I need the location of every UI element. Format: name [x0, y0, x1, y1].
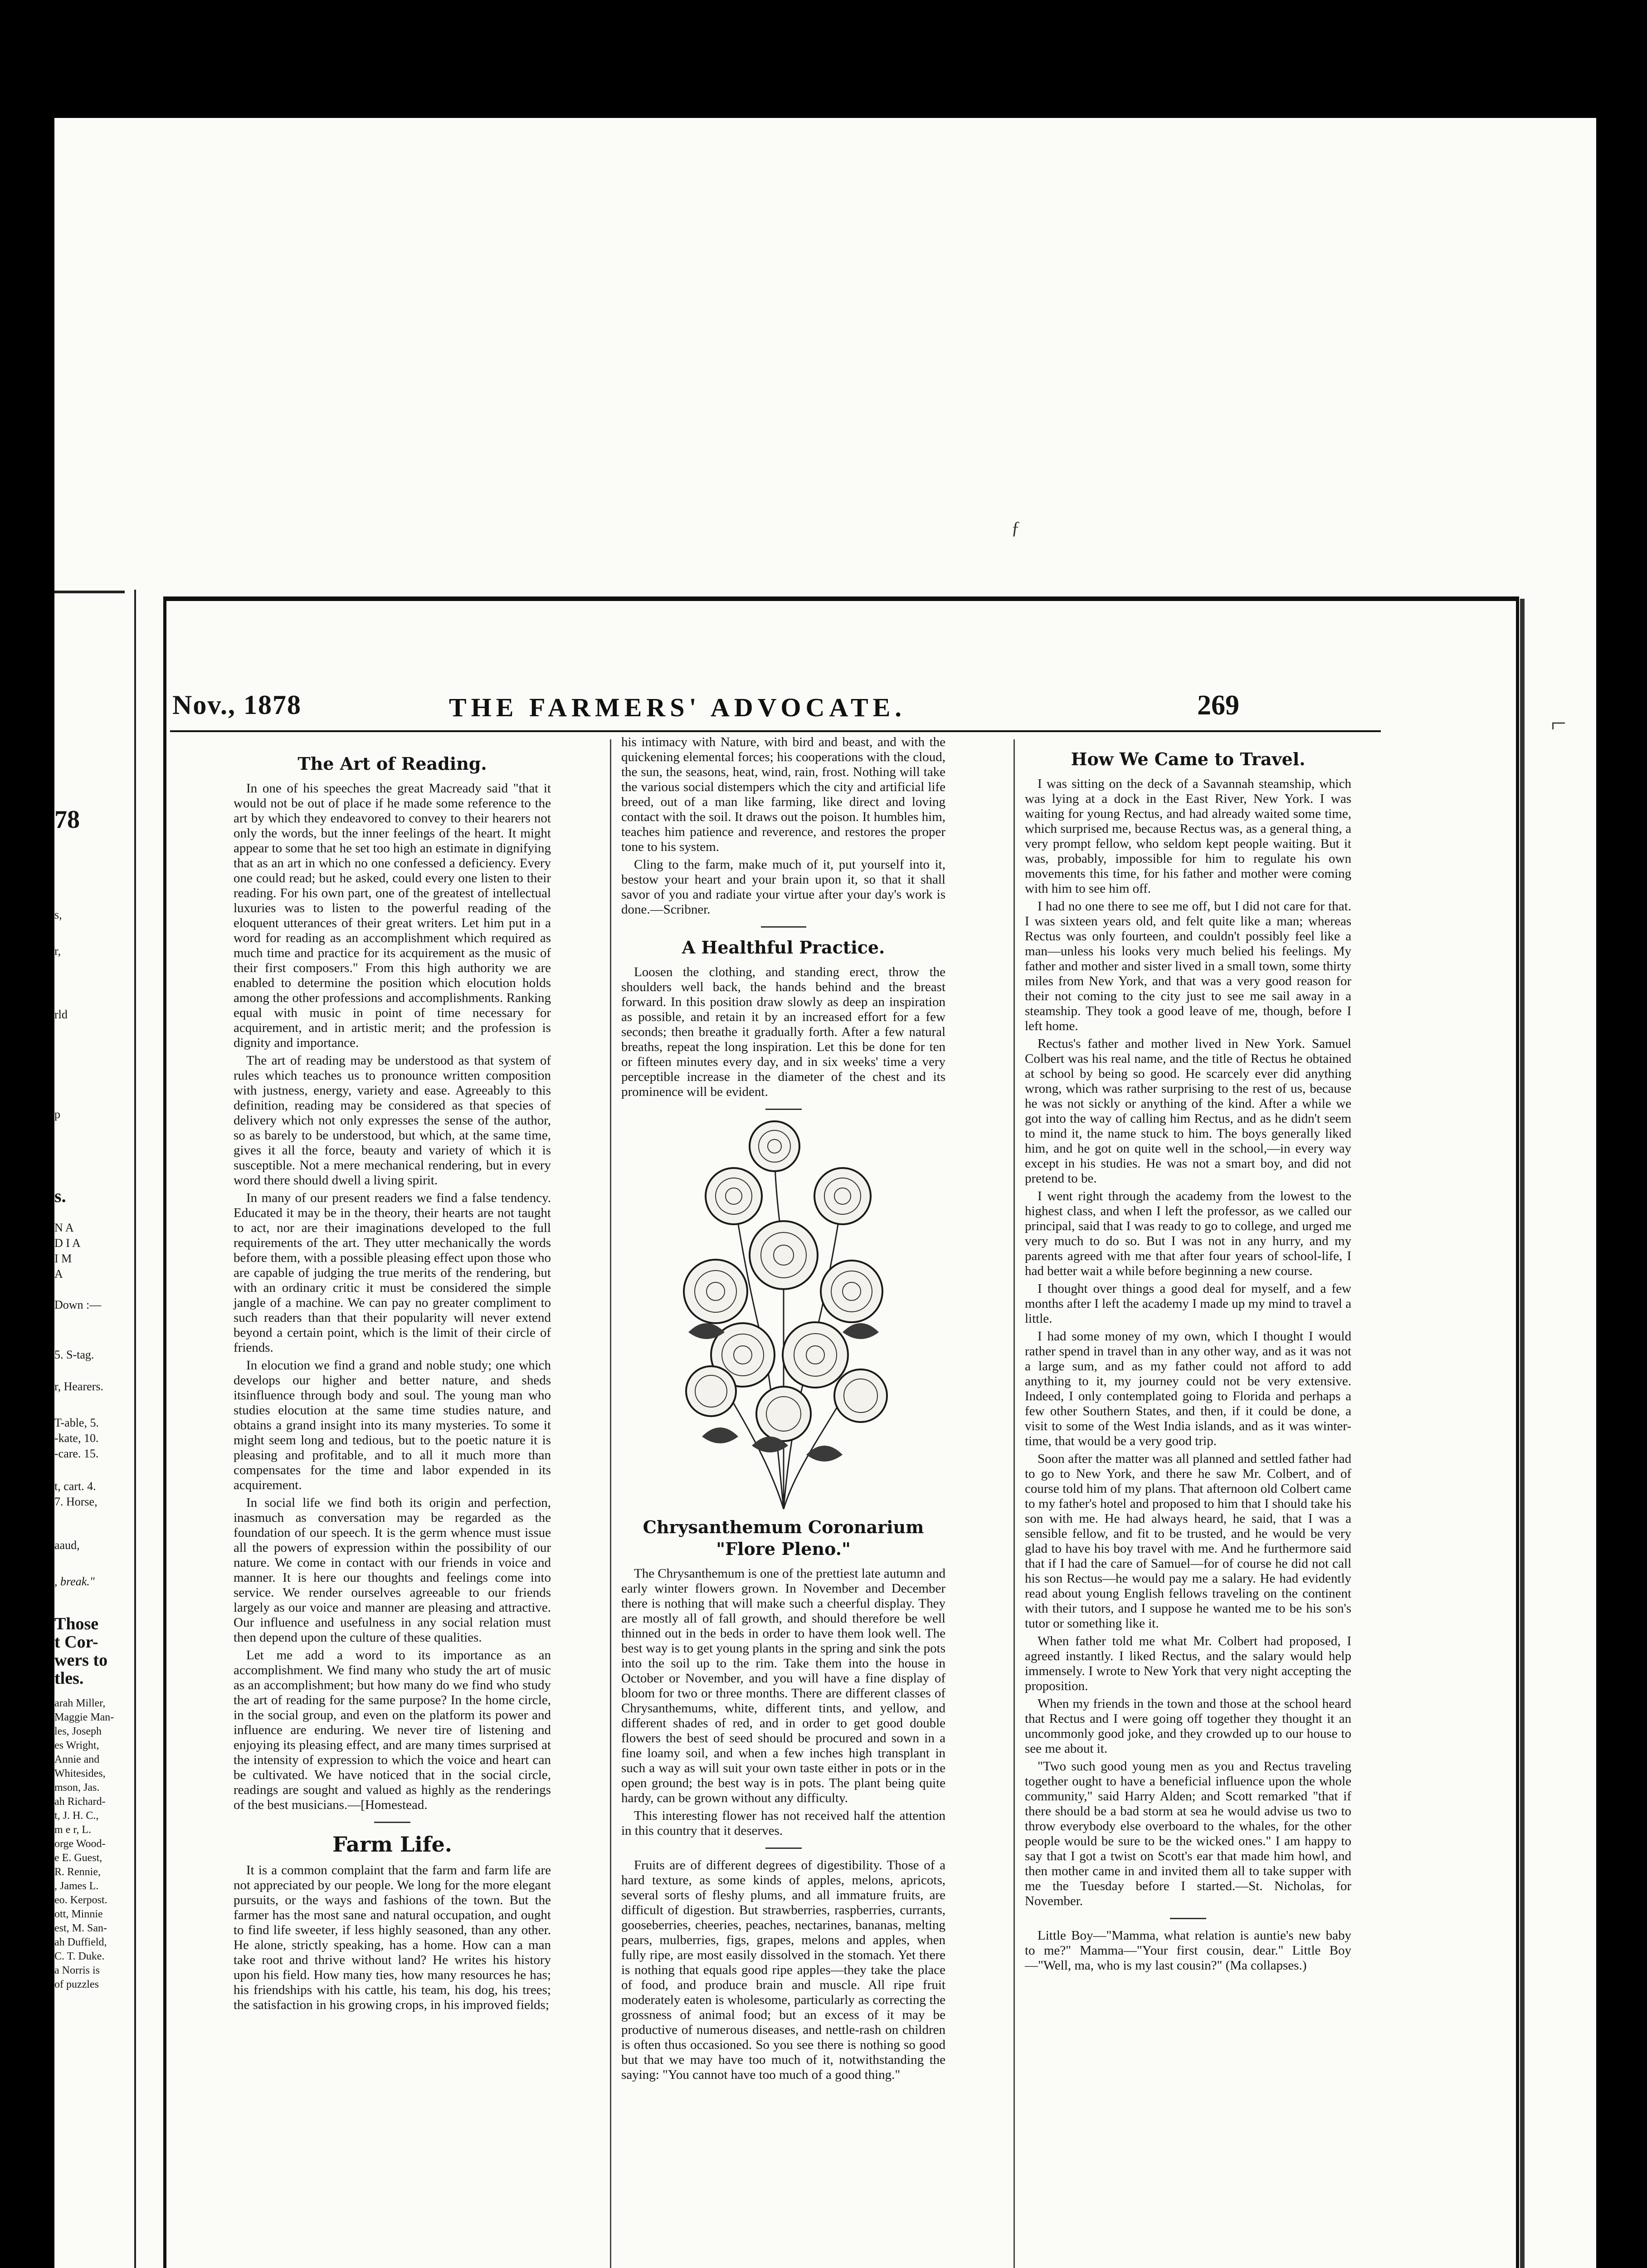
article-title: Chrysanthemum Coronarium "Flore Pleno.": [643, 1517, 924, 1559]
page-border-shadow: [1520, 599, 1525, 2268]
article-paragraph: This interesting flower has not received half the attention in this country that it deserves.: [621, 1809, 945, 1838]
prev-fragment: T-able, 5. -kate, 10. -care. 15.: [54, 1416, 99, 1460]
article-title: The Art of Reading.: [297, 753, 487, 774]
prev-fragment: 5. S-tag.: [54, 1348, 94, 1361]
article-paragraph: It is a common complaint that the farm and farm life are not appreciated by our people. We long for the more elegant pursuits, or the ways and fashions of the town. But the farmer has the most sane and natural occupation, and ought to find life sweeter, if less highly seasoned, than any other. He alone, strictly speaking, has a home. How can a man take root and thrive without land? He writes his history upon his field. How many ties, how many resources he has; his friendships with his cattle, his team, his dog, his trees; the satisfaction in his growing crops, in his improved fields;: [234, 1863, 551, 2012]
column-2: [621, 735, 945, 2085]
prev-fragment: p: [54, 1108, 60, 1121]
chrysanthemum-illustration: [661, 1119, 906, 1509]
section-separator: [1170, 1918, 1206, 1919]
column-1: [234, 753, 551, 2015]
article-paragraph: his intimacy with Nature, with bird and beast, and with the quickening elemental forces; his cooperations with the cloud, the sun, the seasons, heat, wind, rain, frost. Nothing will take the various social distempers which the city and artificial life breed, out of a man like farming, like direct and loving contact with the soil. It draws out the poison. It humbles him, teaches him patience and reverence, and restores the proper tone to his system.: [621, 735, 945, 854]
header-rule: [170, 730, 1381, 732]
prev-fragment: Those t Cor- wers to tles.: [54, 1614, 108, 1688]
film-frame-right: [1596, 0, 1647, 2268]
prev-fragment: s,: [54, 908, 62, 921]
prev-fragment: aaud,: [54, 1539, 80, 1552]
article-paragraph: In social life we find both its origin and perfection, inasmuch as conversation may be regarded as the foundation of our speech. It is the germ whence must issue all the powers of expression within the possibility of our nature. We come in contact with our friends in voice and manner. It is here our thoughts and feelings come into service. We render ourselves agreeable to our friends largely as our voice and manner are pleasing and attractive. Our influence and usefulness in any social relation must then depend upon the culture of these qualities.: [234, 1496, 551, 1645]
article-paragraph: I had some money of my own, which I thought I would rather spend in travel than in any other way, and as it was not a large sum, and as my father could not afford to add anything to it, my journey could not be very extensive. Indeed, I only contemplated going to Florida and perhaps a few other Southern States, and then, if it could be done, a visit to some of the West India islands, and as it was winter-time, that would be a very good trip.: [1025, 1329, 1351, 1448]
prev-fragment: arah Miller, Maggie Man- les, Joseph es Wright, Annie and Whitesides, mson, Jas. ah Richard- t, J. H. C., m e r, L. orge Wood- e E. Guest, R. Rennie, , James L. eo. Kerpost. ott, Minnie est, M. San- ah Duffield, C. T. Duke. a Norris is of puzzles: [54, 1697, 114, 1990]
article-paragraph: I had no one there to see me off, but I did not care for that. I was sixteen years old, and felt quite like a man; whereas Rectus was only fourteen, and couldn't possibly feel like a man—unless his looks very much belied his feelings. My father and mother and sister lived in a small town, some thirty miles from New York, and that was a very good reason for their not coming to the city just to see me sail away in a steamship. They took a good leave of me, though, before I left home.: [1025, 899, 1352, 1033]
prev-fragment: r,: [54, 944, 61, 958]
article-paragraph: When father told me what Mr. Colbert had proposed, I agreed instantly. I liked Rectus, and the salary would help immensely. I wrote to New York that very night accepting the proposition.: [1025, 1634, 1351, 1693]
issue-date: Nov., 1878: [172, 690, 302, 720]
prev-fragment: N A D I A I M A: [54, 1221, 81, 1281]
prev-fragment: rld: [54, 1008, 68, 1021]
joke-paragraph: Little Boy—"Mamma, what relation is auntie's new baby to me?" Mamma—"Your first cousin, dear." Little Boy—"Well, ma, who is my last cousin?" (Ma collapses.): [1025, 1928, 1351, 1973]
prev-fragment: , break.": [54, 1575, 95, 1588]
masthead-title: THE FARMERS' ADVOCATE.: [449, 693, 906, 722]
section-separator: [761, 926, 806, 928]
prev-fragment: s.: [54, 1186, 66, 1206]
article-title: How We Came to Travel.: [1071, 749, 1306, 769]
column-rule: [1014, 739, 1015, 2268]
article-paragraph: Fruits are of different degrees of digestibility. Those of a hard texture, as some kinds of apples, melons, apricots, several sorts of fleshy plums, and all immature fruits, are difficult of digestion. But strawberries, raspberries, currants, gooseberries, cheeries, peaches, nectarines, bananas, melting pears, mulberries, figs, grapes, melons and apples, when fully ripe, are most easily dissolved in the stomach. Yet there is nothing that equals good ripe apples—they take the place of food, and produce brain and muscle. All ripe fruit moderately eaten is wholesome, particularly as correcting the grossness of animal food; but an excess of it may be productive of numerous diseases, and nettle-rash on children is often thus occasioned. So you see there is nothing so good but that we may have too much of it, notwithstanding the saying: "You cannot have too much of a good thing.": [621, 1858, 945, 2082]
stray-mark: ƒ: [1011, 518, 1020, 538]
article-paragraph: Let me add a word to its importance as an accomplishment. We find many who study the art of music as an accomplishment; but how many do we find who study the art of reading for the same purpose? In the home circle, in the social group, and even on the platform its power and influence are enduring. We never tire of listening and enjoying its pleasing effect, and are many times surprised at the intensity of expression to which the voice and heart can be cultivated. We have noticed that in the social circle, readings are sought and valued as highly as the renderings of the best musicians.—[Homestead.: [234, 1648, 551, 1812]
article-paragraph: Loosen the clothing, and standing erect, throw the shoulders well back, the hands behind and the breast forward. In this position draw slowly as deep an inspiration as possible, and retain it by an increased effort for a few seconds; then breathe it gradually forth. After a few natural breaths, repeat the long inspiration. Let this be done for ten or fifteen minutes every day, and in six weeks' time a very perceptible increase in the diameter of the chest and its prominence will be evident.: [621, 965, 945, 1099]
article-paragraph: Soon after the matter was all planned and settled father had to go to New York, and there he saw Mr. Colbert, and of course told him of my plans. That afternoon old Colbert came to my father's hotel and proposed to him that I should take his son with me. He had always heard, he said, that I was a sensible fellow, and fit to be trusted, and he would be very glad to have his boy travel with me. And he furthermore said that if I had the care of Samuel—for of course he did not call his son Rectus—he would pay me a salary. He had evidently read about young English fellows traveling on the continent with their tutors, and I suppose he wanted me to be his son's tutor or something like it.: [1025, 1452, 1351, 1631]
previous-page-number: 78: [54, 806, 80, 834]
film-frame-left: [0, 0, 54, 2268]
scanned-paper: [54, 118, 1596, 2268]
previous-page-border: [134, 590, 136, 2268]
article-paragraph: I went right through the academy from the lowest to the highest class, and when I left the professor, as we called our principal, said that I was ready to go to college, and urged me very much to do so. But I was not in any hurry, and my parents agreed with me that after four years of school-life, I had better wait a while before beginning a new course.: [1025, 1189, 1351, 1278]
article-title: Farm Life.: [332, 1832, 452, 1857]
article-paragraph: Cling to the farm, make much of it, put yourself into it, bestow your heart and your brain upon it, so that it shall savor of you and radiate your virtue after your day's work is done.—Scribner.: [621, 857, 945, 917]
column-3: [1025, 748, 1351, 1976]
page-number: 269: [1197, 690, 1239, 721]
section-separator: [765, 1848, 802, 1849]
previous-page-header-rule: [54, 591, 125, 593]
article-title: A Healthful Practice.: [682, 937, 885, 958]
article-paragraph: The art of reading may be understood as that system of rules which teaches us to pronounce written composition with justness, energy, variety and ease. Agreeably to this definition, reading may be considered as that species of delivery which not only expresses the sense of the author, so as barely to be understood, but which, at the same time, gives it all the force, beauty and variety of which it is susceptible. Not a mere mechanical rendering, but in every word there should dwell a living spirit.: [234, 1053, 551, 1188]
column-rule: [610, 739, 611, 2268]
article-paragraph: "Two such good young men as you and Rectus traveling together ought to have a beneficial influence upon the whole community," said Harry Alden; and Scott remarked "that if there should be a bad storm at sea he would advise us two to throw everybody else overboard to the whales, for the other people would be sure to be the wicked ones." I am happy to say that I got a twist on Scott's ear that made him howl, and then mother came in and invited them all to take supper with me the Tuesday before I started.—St. Nicholas, for November.: [1025, 1759, 1351, 1908]
article-paragraph: I was sitting on the deck of a Savannah steamship, which was lying at a dock in the East River, New York. I was waiting for young Rectus, and had already waited some time, which surprised me, because Rectus was, as a general thing, a very prompt fellow, who seldom kept people waiting. But it was, probably, impossible for him to regulate his own movements this time, for his father and mother were coming with him to see him off.: [1025, 777, 1351, 896]
film-frame-top: [0, 0, 1647, 118]
article-paragraph: The Chrysanthemum is one of the prettiest late autumn and early winter flowers grown. In November and December there is nothing that will make such a cheerful display. They are mostly all of fall growth, and should therefore be well thinned out in the beds in order to have them look well. The best way is to get young plants in the spring and sink the pots into the soil up to the rim. Take them into the house in October or November, and you will have a fine display of bloom for two or three months. There are different classes of Chrysanthemums, white, different tints, and yellow, and different shades of red, and in order to get good double flowers the best of seed should be procured and sown in a fine loamy soil, and when a few inches high transplant in such a way as will suit your own taste either in pots or in the open ground; the best way is in pots. The plant being quite hardy, can be grown without any difficulty.: [621, 1566, 945, 1805]
article-paragraph: In elocution we find a grand and noble study; one which develops our higher and better nature, and sheds itsinfluence through body and soul. The young man who studies elocution at the same time studies nature, and obtains a grand insight into its many mysteries. To some it might seem long and tedious, but to the poetic nature it is pleasing and profitable, and to all it much more than compensates for the time and labor expended in its acquirement.: [234, 1358, 551, 1492]
article-paragraph: In many of our present readers we find a false tendency. Educated it may be in the theory, their hearts are not taught to act, nor are their imaginations developed to the full requirements of the art. They utter mechanically the words before them, with a possible pleasing effect upon those who are capable of judging the true merits of the rendering, but with an ordinary critic it must be considered the simple jangle of a machine. We can pay no greater compliment to such readers than that their popularity will never extend beyond a certain point, which is the limit of their circle of friends.: [234, 1191, 551, 1355]
page-header: [54, 689, 1388, 739]
article-paragraph: In one of his speeches the great Macready said "that it would not be out of place if he made some reference to the art by which they endeavored to convey to their hearers not only the words, but the inner feelings of the heart. It might appear to some that he set too high an estimate in dignifying that as an art in which no one confessed a deficiency. Every one could read; but he asked, could every one listen to their reading. For his own part, one of the greatest of intellectual luxuries was to listen to the powerful reading of the eloquent utterances of their great writers. Let him put in a word for reading as an accomplishment which required as much time and practice for its acquirement as the music of their first composers." From this high authority we are enabled to determine the position which elocution holds among the other professions and accomplishments. Ranking equal with music in point of time necessary for acquirement, and in artistic merit; and the profession is dignity and importance.: [234, 781, 551, 1050]
article-paragraph: Rectus's father and mother lived in New York. Samuel Colbert was his real name, and the title of Rectus he obtained at school by being so good. He scarcely ever did anything wrong, which was rather surprising to the rest of us, because he was not sickly or anything of the kind. After a while we got into the way of calling him Rectus, and as he didn't seem to mind it, the name stuck to him. The boys generally liked him, and he got on quite well in the school,—in every way except in his studies. He was not a smart boy, and did not pretend to be.: [1025, 1036, 1351, 1186]
prev-fragment: Down :—: [54, 1298, 102, 1311]
previous-page-fragment: [54, 590, 141, 2268]
stray-mark: ⌐: [1551, 708, 1566, 738]
section-separator: [374, 1822, 410, 1823]
article-paragraph: When my friends in the town and those at the school heard that Rectus and I were going off together they thought it an uncommonly good joke, and they crowded up to our house to see me about it.: [1025, 1696, 1351, 1756]
article-paragraph: I thought over things a good deal for myself, and a few months after I left the academy I made up my mind to travel a little.: [1025, 1281, 1351, 1326]
section-separator: [765, 1109, 802, 1110]
prev-fragment: t, cart. 4. 7. Horse,: [54, 1480, 97, 1508]
prev-fragment: r, Hearers.: [54, 1380, 103, 1393]
